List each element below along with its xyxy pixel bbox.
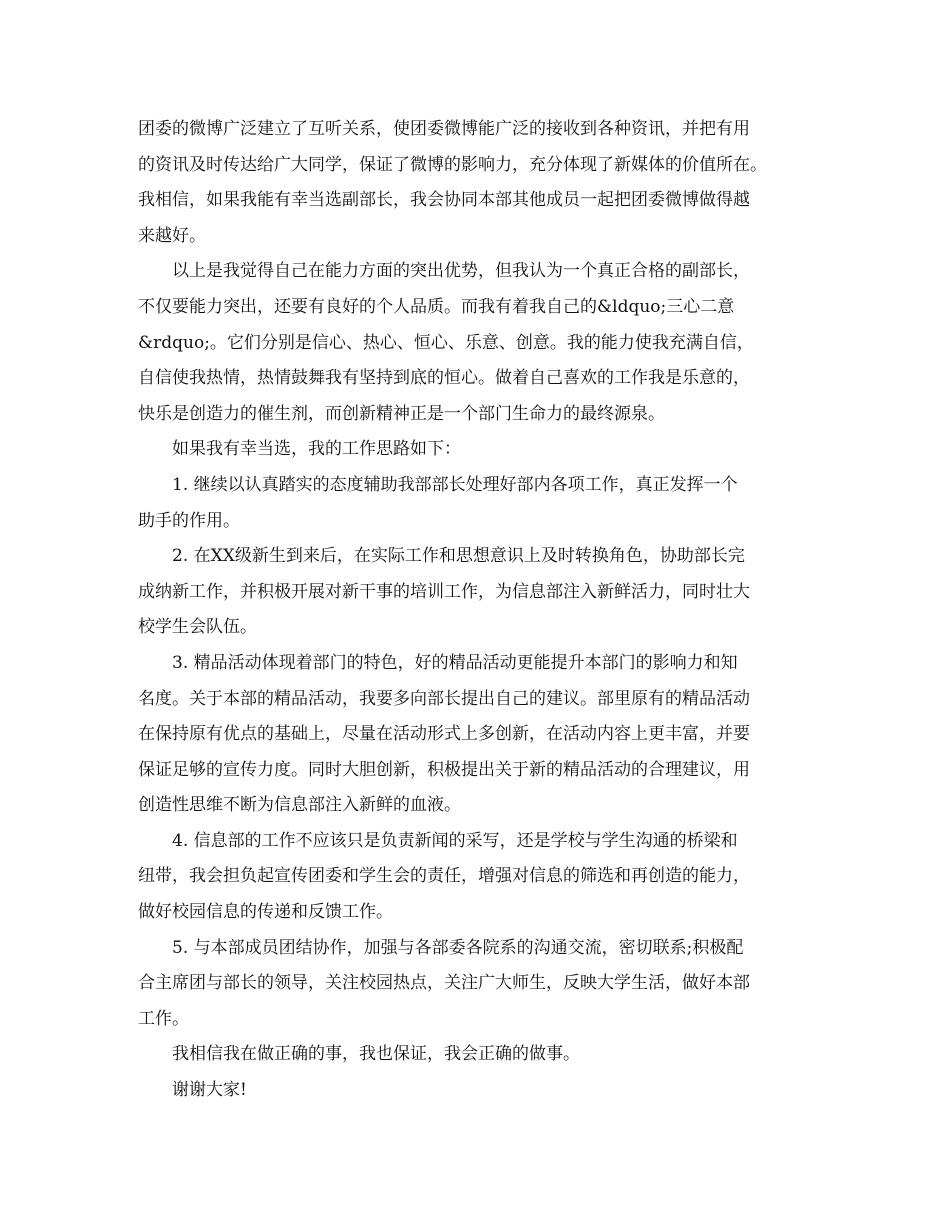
text-line: 1. 继续以认真踏实的态度辅助我部部长处理好部内各项工作，真正发挥一个: [172, 474, 738, 495]
text-line: 4. 信息部的工作不应该只是负责新闻的采写，还是学校与学生沟通的桥梁和: [172, 830, 738, 851]
text-line: 自信使我热情，热情鼓舞我有坚持到底的恒心。做着自己喜欢的工作我是乐意的，: [138, 368, 750, 389]
text-line: &rdquo;。它们分别是信心、热心、恒心、乐意、创意。我的能力使我充满自信，: [138, 332, 754, 353]
text-line: 如果我有幸当选，我的工作思路如下：: [172, 439, 461, 460]
text-line: 我相信，如果我能有幸当选副部长，我会协同本部其他成员一起把团委微博做得越: [138, 190, 750, 211]
text-line: 团委的微博广泛建立了互听关系，使团委微博能广泛的接收到各种资讯，并把有用: [138, 119, 750, 139]
text-line: 快乐是创造力的催生剂，而创新精神正是一个部门生命力的最终源泉。: [138, 403, 665, 424]
text-line: 合主席团与部长的领导，关注校园热点，关注广大师生，反映大学生活，做好本部: [138, 973, 750, 994]
text-line: 在保持原有优点的基础上，尽量在活动形式上多创新，在活动内容上更丰富，并要: [138, 724, 750, 745]
text-line: 纽带，我会担负起宣传团委和学生会的责任，增强对信息的筛选和再创造的能力，: [138, 866, 750, 887]
text-line: 助手的作用。: [138, 510, 240, 531]
text-line: 2. 在XX级新生到来后，在实际工作和思想意识上及时转换角色，协助部长完: [172, 546, 745, 567]
text-line: 校学生会队伍。: [138, 617, 257, 638]
document-body: [138, 112, 818, 1109]
text-line: 成纳新工作，并积极开展对新干事的培训工作，为信息部注入新鲜活力，同时壮大: [138, 581, 750, 602]
text-line: 创造性思维不断为信息部注入新鲜的血液。: [138, 795, 461, 816]
text-line: 不仅要能力突出，还要有良好的个人品质。而我有着我自己的&ldquo;三心二意: [138, 296, 735, 317]
text-line: 以上是我觉得自己在能力方面的突出优势，但我认为一个真正合格的副部长，: [172, 261, 750, 282]
text-line: 的资讯及时传达给广大同学，保证了微博的影响力，充分体现了新媒体的价值所在。: [138, 154, 767, 175]
text-line: 保证足够的宣传力度。同时大胆创新，积极提出关于新的精品活动的合理建议，用: [138, 759, 750, 780]
text-line: 名度。关于本部的精品活动，我要多向部长提出自己的建议。部里原有的精品活动: [138, 688, 750, 709]
text-line: 谢谢大家!: [172, 1080, 247, 1101]
text-line: 我相信我在做正确的事，我也保证，我会正确的做事。: [172, 1044, 580, 1065]
text-line: 来越好。: [138, 225, 206, 246]
text-line: 5. 与本部成员团结协作，加强与各部委各院系的沟通交流，密切联系;积极配: [172, 937, 744, 958]
text-line: 工作。: [138, 1008, 189, 1029]
text-line: 3. 精品活动体现着部门的特色，好的精品活动更能提升本部门的影响力和知: [172, 652, 738, 673]
text-line: 做好校园信息的传递和反馈工作。: [138, 902, 393, 923]
